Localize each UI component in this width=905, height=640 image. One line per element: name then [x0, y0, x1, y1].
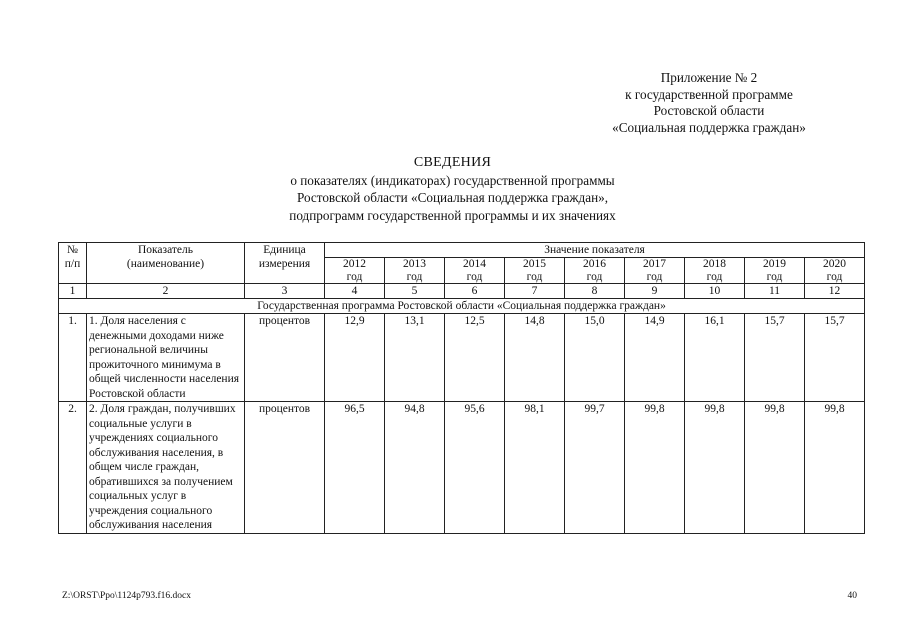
year-label: 2019 [763, 258, 786, 270]
column-number-4: 4 [325, 284, 385, 299]
header-num [59, 243, 87, 284]
appendix-line-2: к государственной программе [625, 86, 793, 102]
value-cell-2019: 15,7 [745, 314, 805, 402]
header-year-2017 [625, 258, 685, 284]
year-suffix: год [466, 270, 483, 283]
appendix-block [579, 70, 839, 136]
value-cell-2016: 99,7 [565, 402, 625, 534]
document-title: СВЕДЕНИЯ [413, 155, 492, 170]
year-suffix: год [766, 270, 783, 283]
appendix-line-3: Ростовской области [653, 103, 765, 118]
year-label: 2016 [583, 258, 606, 270]
column-numbers-row [59, 284, 865, 299]
value-cell-2013: 13,1 [385, 314, 445, 402]
appendix-line-1: Приложение № 2 [660, 70, 758, 85]
section-row [59, 299, 865, 314]
heading-line-3: подпрограмм государственной программы и их значениях [289, 207, 616, 223]
value-cell-2012: 96,5 [325, 402, 385, 534]
header-unit-line-1: Единица [263, 244, 306, 256]
year-label: 2013 [403, 258, 426, 270]
year-label: 2020 [823, 258, 847, 270]
column-number-3: 3 [245, 284, 325, 299]
header-unit [245, 243, 325, 284]
header-indicator-line-2: (наименование) [126, 258, 205, 270]
indicator-name: 1. Доля населения с денежными доходами ниже региональной величины прожиточного минимума в общей численности населения Ростовской области [87, 314, 245, 402]
value-cell-2014: 95,6 [445, 402, 505, 534]
header-year-2012 [325, 258, 385, 284]
value-cell-2017: 99,8 [625, 402, 685, 534]
header-num-line-1: № [67, 244, 78, 256]
column-number-7: 7 [505, 284, 565, 299]
year-suffix: год [646, 270, 663, 283]
year-suffix: год [346, 270, 363, 283]
year-label: 2012 [343, 258, 366, 270]
row-index: 1. [59, 314, 87, 402]
value-cell-2017: 14,9 [625, 314, 685, 402]
table-row [59, 314, 865, 402]
indicators-table [58, 242, 865, 534]
header-year-2013 [385, 258, 445, 284]
header-year-2016 [565, 258, 625, 284]
row-index: 2. [59, 402, 87, 534]
header-year-2020 [805, 258, 865, 284]
unit-cell: процентов [245, 314, 325, 402]
value-cell-2020: 99,8 [805, 402, 865, 534]
table-row [59, 402, 865, 534]
column-number-12: 12 [805, 284, 865, 299]
column-number-10: 10 [685, 284, 745, 299]
unit-cell: процентов [245, 402, 325, 534]
column-number-2: 2 [87, 284, 245, 299]
value-cell-2012: 12,9 [325, 314, 385, 402]
column-number-5: 5 [385, 284, 445, 299]
year-suffix: год [706, 270, 723, 283]
column-number-8: 8 [565, 284, 625, 299]
footer-page-number: 40 [847, 591, 857, 601]
value-cell-2015: 98,1 [505, 402, 565, 534]
heading-line-2: Ростовской области «Социальная поддержка граждан», [296, 190, 609, 205]
header-year-2014 [445, 258, 505, 284]
header-year-2018 [685, 258, 745, 284]
year-label: 2018 [703, 258, 726, 270]
heading-line-1: о показателях (индикаторах) государственной программы [290, 172, 615, 188]
value-cell-2018: 16,1 [685, 314, 745, 402]
year-label: 2015 [523, 258, 546, 270]
year-label: 2017 [643, 258, 666, 270]
header-indicator [87, 243, 245, 284]
value-cell-2018: 99,8 [685, 402, 745, 534]
header-year-2019 [745, 258, 805, 284]
header-row-1 [59, 243, 865, 258]
header-indicator-line-1: Показатель [137, 244, 194, 256]
column-number-11: 11 [745, 284, 805, 299]
year-label: 2014 [463, 258, 486, 270]
value-cell-2020: 15,7 [805, 314, 865, 402]
footer-file-path: Z:\ORST\Ppo\1124p793.f16.docx [62, 591, 191, 601]
appendix-line-4: «Социальная поддержка граждан» [612, 119, 806, 135]
document-heading [0, 154, 905, 224]
year-suffix: год [526, 270, 543, 283]
header-unit-line-2: измерения [258, 258, 311, 270]
header-values: Значение показателя [325, 243, 865, 258]
year-suffix: год [406, 270, 423, 283]
indicator-name: 2. Доля граждан, получивших социальные услуги в учреждениях социального обслуживания населения, в общем числе граждан, обратившихся за получением социальных услуг в учреждения социального обслуживания населения [87, 402, 245, 534]
value-cell-2013: 94,8 [385, 402, 445, 534]
value-cell-2015: 14,8 [505, 314, 565, 402]
year-suffix: год [826, 270, 843, 283]
section-title: Государственная программа Ростовской области «Социальная поддержка граждан» [59, 299, 865, 314]
value-cell-2014: 12,5 [445, 314, 505, 402]
header-year-2015 [505, 258, 565, 284]
year-suffix: год [586, 270, 603, 283]
column-number-9: 9 [625, 284, 685, 299]
value-cell-2019: 99,8 [745, 402, 805, 534]
column-number-6: 6 [445, 284, 505, 299]
value-cell-2016: 15,0 [565, 314, 625, 402]
header-num-line-2: п/п [64, 258, 81, 270]
column-number-1: 1 [59, 284, 87, 299]
